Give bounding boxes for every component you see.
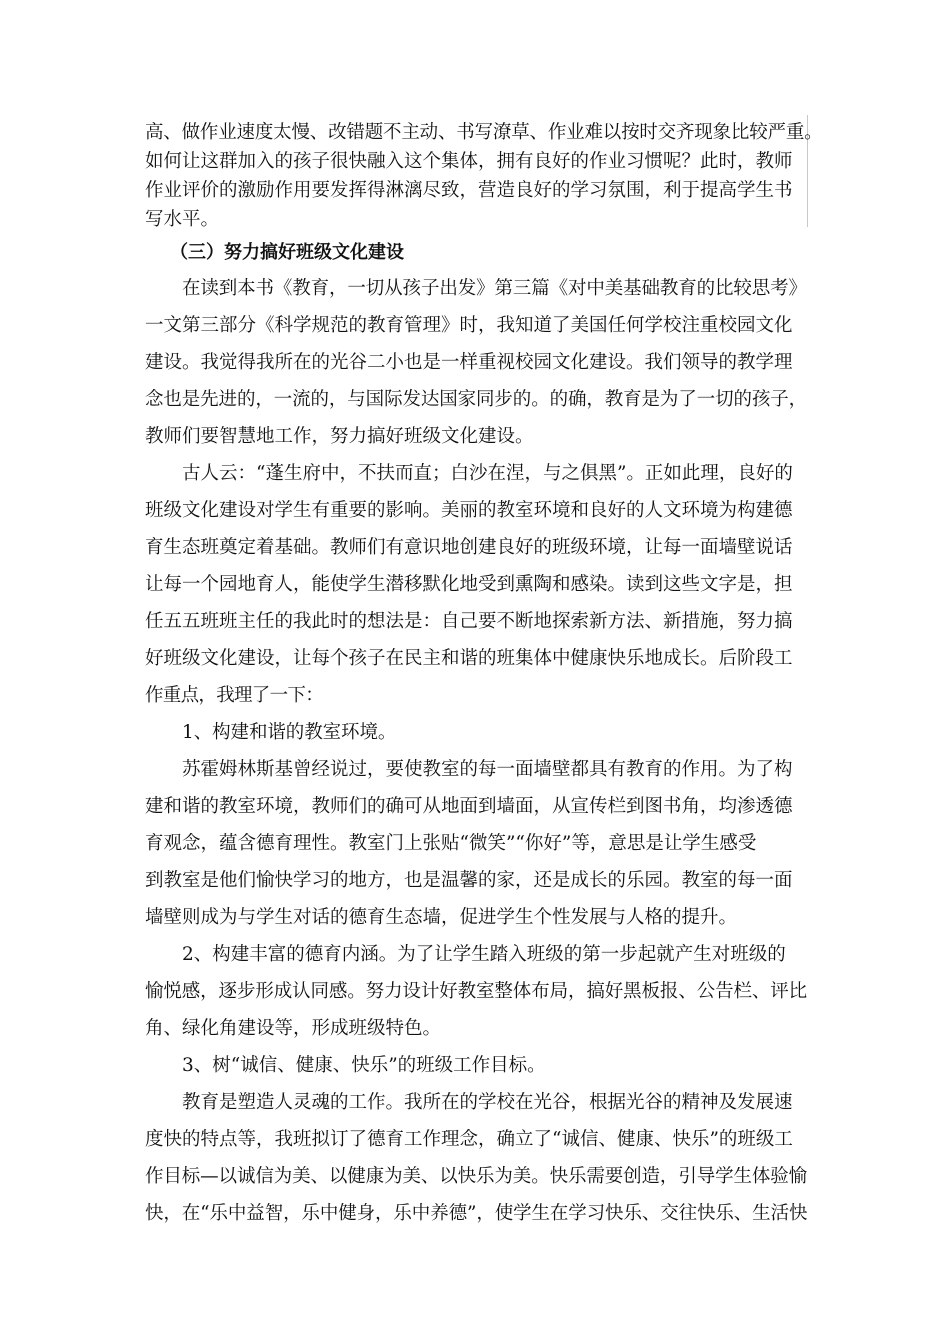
- text-line: 墙壁则成为与学生对话的德育生态墙，促进学生个性发展与人格的提升。: [145, 907, 738, 928]
- text-line: 到教室是他们愉快学习的地方，也是温馨的家，还是成长的乐园。教室的每一面: [145, 870, 793, 891]
- text-line: 育生态班奠定着基础。教师们有意识地创建良好的班级环境，让每一面墙壁说话: [145, 537, 793, 558]
- text-line: 教师们要智慧地工作，努力搞好班级文化建设。: [145, 426, 534, 447]
- text-line: 度快的特点等，我班拟订了德育工作理念，确立了“诚信、健康、快乐”的班级工: [145, 1129, 793, 1150]
- text-line: 作业评价的激励作用要发挥得淋漓尽致，营造良好的学习氛围，利于提高学生书: [145, 180, 793, 201]
- text-line: 苏霍姆林斯基曾经说过，要使教室的每一面墙壁都具有教育的作用。为了构: [182, 759, 793, 780]
- text-line: 作目标—以诚信为美、以健康为美、以快乐为美。快乐需要创造，引导学生体验愉: [145, 1166, 808, 1187]
- text-line: 任五五班班主任的我此时的想法是：自己要不断地探索新方法、新措施，努力搞: [145, 611, 793, 632]
- text-line: 愉悦感，逐步形成认同感。努力设计好教室整体布局，搞好黑板报、公告栏、评比: [145, 981, 808, 1002]
- text-line: 快，在“乐中益智，乐中健身，乐中养德”，使学生在学习快乐、交往快乐、生活快: [145, 1203, 808, 1224]
- list-item: 2、构建丰富的德育内涵。为了让学生踏入班级的第一步起就产生对班级的: [182, 944, 786, 965]
- text-line: 高、做作业速度太慢、改错题不主动、书写潦草、作业难以按时交齐现象比较严重。: [145, 122, 823, 143]
- text-line: 育观念，蕴含德育理性。教室门上张贴“微笑”“你好”等，意思是让学生感受: [145, 833, 757, 854]
- text-line: 教育是塑造人灵魂的工作。我所在的学校在光谷，根据光谷的精神及发展速: [182, 1092, 793, 1113]
- list-item: 3、树“诚信、健康、快乐”的班级工作目标。: [182, 1055, 546, 1076]
- list-item: 1、构建和谐的教室环境。: [182, 722, 397, 743]
- text-line: 念也是先进的，一流的，与国际发达国家同步的。的确，教育是为了一切的孩子，: [145, 389, 808, 410]
- text-line: 古人云：“蓬生府中，不扶而直；白沙在涅，与之俱黑”。正如此理，良好的: [182, 463, 793, 484]
- text-line: 好班级文化建设，让每个孩子在民主和谐的班集体中健康快乐地成长。后阶段工: [145, 648, 793, 669]
- section-heading: （三）努力搞好班级文化建设: [170, 242, 404, 263]
- text-line: 建和谐的教室环境，教师们的确可从地面到墙面，从宣传栏到图书角，均渗透德: [145, 796, 793, 817]
- text-line: 在读到本书《教育，一切从孩子出发》第三篇《对中美基础教育的比较思考》: [182, 278, 807, 299]
- text-line: 班级文化建设对学生有重要的影响。美丽的教室环境和良好的人文环境为构建德: [145, 500, 793, 521]
- text-line: 如何让这群加入的孩子很快融入这个集体，拥有良好的作业习惯呢？此时，教师: [145, 151, 793, 172]
- text-line: 作重点，我理了一下：: [145, 685, 324, 706]
- text-line: 建设。我觉得我所在的光谷二小也是一样重视校园文化建设。我们领导的教学理: [145, 352, 793, 373]
- text-line: 一文第三部分《科学规范的教育管理》时，我知道了美国任何学校注重校园文化: [145, 315, 793, 336]
- text-line: 角、绿化角建设等，形成班级特色。: [145, 1018, 442, 1039]
- text-line: 让每一个园地育人，能使学生潜移默化地受到熏陶和感染。读到这些文字是，担: [145, 574, 793, 595]
- text-line: 写水平。: [145, 209, 220, 230]
